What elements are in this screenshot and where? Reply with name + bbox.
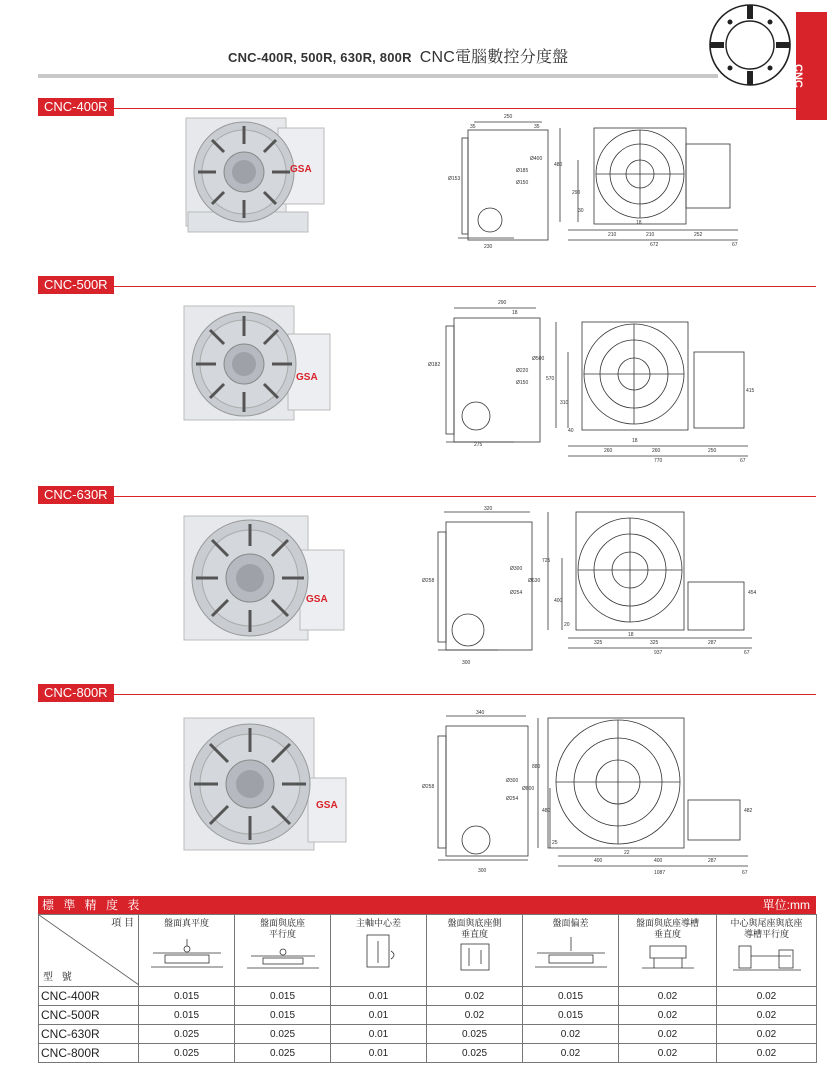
brand-logo: GSA	[306, 594, 328, 605]
value-cell: 0.01	[331, 1044, 427, 1063]
value-cell: 0.025	[235, 1044, 331, 1063]
dim-label: 320	[484, 506, 493, 512]
dim-label: 1087	[654, 870, 666, 876]
dim-label: 570	[546, 376, 555, 382]
dim-label: Ø185	[516, 168, 529, 174]
dim-label: 480	[542, 808, 551, 814]
dim-label: Ø630	[528, 578, 541, 584]
section-label: CNC-800R	[38, 684, 114, 702]
value-cell: 0.02	[717, 1025, 817, 1044]
dim-label: 300	[462, 660, 471, 666]
technical-drawing-630r	[418, 502, 758, 670]
section-label: CNC-630R	[38, 486, 114, 504]
dim-label: 287	[708, 858, 717, 864]
corner-label-items: 項 目	[111, 918, 134, 929]
dim-label: 230	[484, 244, 493, 250]
column-header-label: 盤面真平度	[163, 918, 209, 928]
value-cell: 0.02	[619, 1025, 717, 1044]
dim-label: 770	[654, 458, 663, 464]
product-photo-800r	[178, 712, 348, 860]
dim-label: 30	[578, 208, 584, 214]
dim-label: 25	[552, 840, 558, 846]
brand-logo: GSA	[316, 800, 338, 811]
title-chinese: CNC電腦數控分度盤	[419, 49, 569, 66]
parallelism-diagram-icon	[243, 942, 323, 972]
dim-label: 67	[740, 458, 746, 464]
header-rule	[38, 74, 718, 78]
column-header	[619, 915, 717, 987]
value-cell: 0.015	[139, 987, 235, 1006]
dim-label: Ø500	[532, 356, 545, 362]
dim-label: 400	[654, 858, 663, 864]
flatness-diagram-icon	[147, 935, 227, 971]
technical-drawing-400r	[418, 110, 748, 252]
dim-label: 20	[564, 622, 570, 628]
column-header	[427, 915, 523, 987]
side-tab-label: CNC	[792, 64, 804, 88]
dim-label: 340	[476, 710, 485, 716]
column-header	[331, 915, 427, 987]
side-category-tab	[792, 12, 827, 120]
model-list: CNC-400R, 500R, 630R, 800R	[228, 50, 412, 65]
dim-label: 67	[742, 870, 748, 876]
dim-label: 672	[650, 242, 659, 248]
dim-label: 725	[542, 558, 551, 564]
section-label: CNC-400R	[38, 98, 114, 116]
dim-label: 454	[748, 590, 757, 596]
value-cell: 0.02	[619, 1006, 717, 1025]
dim-label: 260	[604, 448, 613, 454]
dim-label: Ø220	[516, 368, 529, 374]
dim-label: 325	[650, 640, 659, 646]
column-header	[139, 915, 235, 987]
dim-label: Ø182	[428, 362, 441, 368]
value-cell: 0.015	[235, 1006, 331, 1025]
dim-label: 310	[560, 400, 569, 406]
value-cell: 0.025	[139, 1025, 235, 1044]
value-cell: 0.025	[427, 1044, 523, 1063]
value-cell: 0.02	[717, 1044, 817, 1063]
column-header	[717, 915, 817, 987]
value-cell: 0.01	[331, 1025, 427, 1044]
table-title: 標 準 精 度 表	[42, 898, 143, 912]
dim-label: 415	[746, 388, 754, 394]
column-header-label: 中心與尾座與底座 導槽平行度	[730, 918, 803, 939]
dim-label: 250	[708, 448, 717, 454]
column-header-label: 盤面偏差	[552, 918, 589, 928]
dim-label: 290	[572, 190, 581, 196]
value-cell: 0.02	[717, 987, 817, 1006]
unit-label: 單位:mm	[762, 898, 810, 912]
dim-label: Ø153	[448, 176, 461, 182]
dim-label: Ø150	[516, 380, 529, 386]
dim-label: Ø254	[510, 590, 523, 596]
value-cell: 0.015	[523, 1006, 619, 1025]
dim-label: Ø300	[510, 566, 523, 572]
section-divider	[38, 694, 816, 695]
table-row	[39, 1044, 817, 1063]
dim-label: 300	[478, 868, 487, 874]
dim-label: 18	[628, 632, 634, 638]
dim-label: 40	[568, 428, 574, 434]
brand-logo: GSA	[296, 372, 318, 383]
value-cell: 0.015	[523, 987, 619, 1006]
dim-label: 937	[654, 650, 663, 656]
dim-label: 67	[732, 242, 738, 248]
product-photo-400r	[178, 112, 330, 240]
dim-label: 275	[474, 442, 483, 448]
rotary-table-emblem-icon	[704, 2, 796, 88]
accuracy-table	[38, 896, 816, 1063]
dim-label: 252	[694, 232, 703, 238]
section-label: CNC-500R	[38, 276, 114, 294]
face-runout-diagram-icon	[531, 935, 611, 971]
section-divider	[38, 286, 816, 287]
dim-label: 287	[708, 640, 717, 646]
corner-cell	[39, 915, 139, 987]
table-row	[39, 1025, 817, 1044]
side-perpendicularity-diagram-icon	[435, 942, 515, 972]
value-cell: 0.02	[619, 1044, 717, 1063]
dim-label: 18	[632, 438, 638, 444]
value-cell: 0.025	[235, 1025, 331, 1044]
column-header-label: 盤面與底座 平行度	[259, 918, 305, 939]
dim-label: 35	[470, 124, 476, 130]
column-header-label: 盤面與底座側 垂直度	[447, 918, 502, 939]
value-cell: 0.02	[717, 1006, 817, 1025]
value-cell: 0.02	[427, 987, 523, 1006]
model-cell: CNC-400R	[39, 987, 139, 1006]
value-cell: 0.02	[427, 1006, 523, 1025]
accuracy-grid	[38, 914, 817, 1063]
value-cell: 0.025	[427, 1025, 523, 1044]
technical-drawing-800r	[418, 708, 758, 878]
dim-label: 400	[554, 598, 563, 604]
technical-drawing-500r	[418, 296, 754, 468]
dim-label: 18	[512, 310, 518, 316]
value-cell: 0.01	[331, 1006, 427, 1025]
dim-label: Ø400	[530, 156, 543, 162]
dim-label: Ø300	[506, 778, 519, 784]
table-header-bar	[38, 896, 816, 914]
dim-label: Ø258	[422, 784, 435, 790]
product-photo-500r	[178, 300, 334, 432]
value-cell: 0.025	[139, 1044, 235, 1063]
dim-label: Ø150	[516, 180, 529, 186]
dim-label: 482	[744, 808, 753, 814]
dim-label: 22	[624, 850, 630, 856]
model-cell: CNC-630R	[39, 1025, 139, 1044]
page-title	[228, 44, 568, 67]
dim-label: Ø800	[522, 786, 535, 792]
value-cell: 0.015	[235, 987, 331, 1006]
dim-label: 67	[744, 650, 750, 656]
dim-label: 35	[534, 124, 540, 130]
dim-label: 480	[554, 162, 563, 168]
dim-label: 18	[636, 220, 642, 226]
tailstock-parallelism-diagram-icon	[727, 942, 807, 972]
dim-label: 325	[594, 640, 603, 646]
spindle-runout-diagram-icon	[339, 931, 419, 971]
slot-perpendicularity-diagram-icon	[628, 942, 708, 972]
dim-label: 210	[646, 232, 655, 238]
table-row	[39, 987, 817, 1006]
column-header	[235, 915, 331, 987]
value-cell: 0.01	[331, 987, 427, 1006]
dim-label: 880	[532, 764, 541, 770]
corner-label-model: 型 號	[43, 972, 75, 983]
product-photo-630r	[178, 510, 348, 650]
section-divider	[38, 108, 816, 109]
dim-label: 250	[504, 114, 513, 120]
dim-label: 290	[498, 300, 507, 306]
value-cell: 0.015	[139, 1006, 235, 1025]
model-cell: CNC-500R	[39, 1006, 139, 1025]
dim-label: Ø254	[506, 796, 519, 802]
column-header-label: 主軸中心差	[355, 918, 401, 928]
value-cell: 0.02	[523, 1025, 619, 1044]
section-divider	[38, 496, 816, 497]
table-row	[39, 1006, 817, 1025]
column-header	[523, 915, 619, 987]
dim-label: 400	[594, 858, 603, 864]
value-cell: 0.02	[619, 987, 717, 1006]
dim-label: Ø258	[422, 578, 435, 584]
model-cell: CNC-800R	[39, 1044, 139, 1063]
brand-logo: GSA	[290, 164, 312, 175]
value-cell: 0.02	[523, 1044, 619, 1063]
column-header-label: 盤面與底座導槽 垂直度	[635, 918, 699, 939]
dim-label: 210	[608, 232, 617, 238]
dim-label: 260	[652, 448, 661, 454]
